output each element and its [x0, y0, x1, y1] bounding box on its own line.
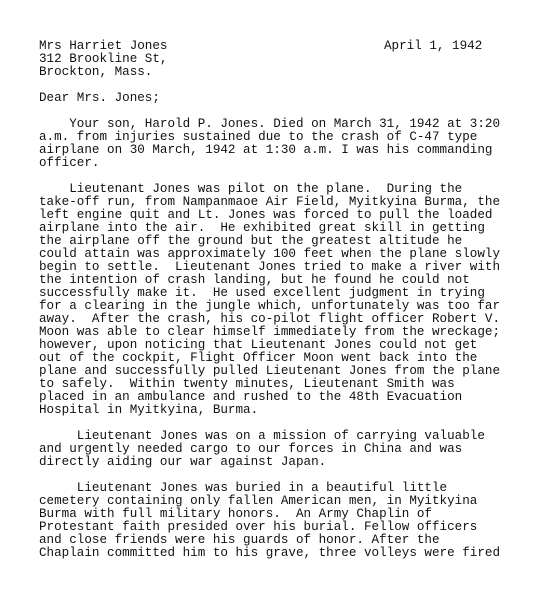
letter-date: April 1, 1942: [384, 39, 483, 53]
body-line: Chaplain committed him to his grave, three volleys were fired: [39, 546, 501, 560]
body-line: plane and successfully pulled Lieutenant Jones from the plane: [39, 364, 501, 378]
address-line: 312 Brookline St,: [39, 52, 168, 66]
body-line: airplane on 30 March, 1942 at 1:30 a.m. I was his commanding: [39, 143, 493, 157]
body-line: Your son, Harold P. Jones. Died on March 31, 1942 at 3:20: [39, 117, 501, 131]
body-line: to safely. Within twenty minutes, Lieutenant Smith was: [39, 377, 455, 391]
body-line: Lieutenant Jones was buried in a beautiful little: [39, 481, 448, 495]
body-line: Lieutenant Jones was on a mission of carrying valuable: [39, 429, 485, 443]
address-line: Mrs Harriet Jones: [39, 39, 168, 53]
body-line: begin to settle. Lieutenant Jones tried to make a river with: [39, 260, 501, 274]
body-line: out of the cockpit, Flight Officer Moon went back into the: [39, 351, 478, 365]
body-line: Lieutenant Jones was pilot on the plane. During the: [39, 182, 463, 196]
body-line: for a clearing in the jungle which, unfortunately was too far: [39, 299, 501, 313]
body-line: however, upon noticing that Lieutenant Jones could not get: [39, 338, 478, 352]
body-line: Protestant faith presided over his burial. Fellow officers: [39, 520, 478, 534]
body-line: cemetery containing only fallen American men, in Myitkyina: [39, 494, 478, 508]
body-line: Burma with full military honors. An Army Chaplin of: [39, 507, 432, 521]
body-line: the airplane off the ground but the greatest altitude he: [39, 234, 463, 248]
body-line: officer.: [39, 156, 100, 170]
body-line: take-off run, from Nampanmaoe Air Field, Myitkyina Burma, the: [39, 195, 501, 209]
body-line: placed in an ambulance and rushed to the 48th Evacuation: [39, 390, 463, 404]
salutation: Dear Mrs. Jones;: [39, 91, 160, 105]
body-line: Moon was able to clear himself immediately from the wreckage;: [39, 325, 501, 339]
body-line: airplane into the air. He exhibited great skill in getting: [39, 221, 485, 235]
body-line: a.m. from injuries sustained due to the crash of C-47 type: [39, 130, 478, 144]
body-line: directly aiding our war against Japan.: [39, 455, 327, 469]
body-line: and urgently needed cargo to our forces in China and was: [39, 442, 463, 456]
address-line: Brockton, Mass.: [39, 65, 153, 79]
body-line: away. After the crash, his co-pilot flight officer Robert V.: [39, 312, 501, 326]
body-line: successfully make it. He used excellent judgment in trying: [39, 286, 485, 300]
body-line: the intention of crash landing, but he found he could not: [39, 273, 470, 287]
body-line: could attain was approximately 100 feet when the plane slowly: [39, 247, 501, 261]
body-line: Hospital in Myitkyina, Burma.: [39, 403, 259, 417]
body-line: and close friends were his guards of honor. After the: [39, 533, 440, 547]
body-line: left engine quit and Lt. Jones was forced to pull the loaded: [39, 208, 493, 222]
